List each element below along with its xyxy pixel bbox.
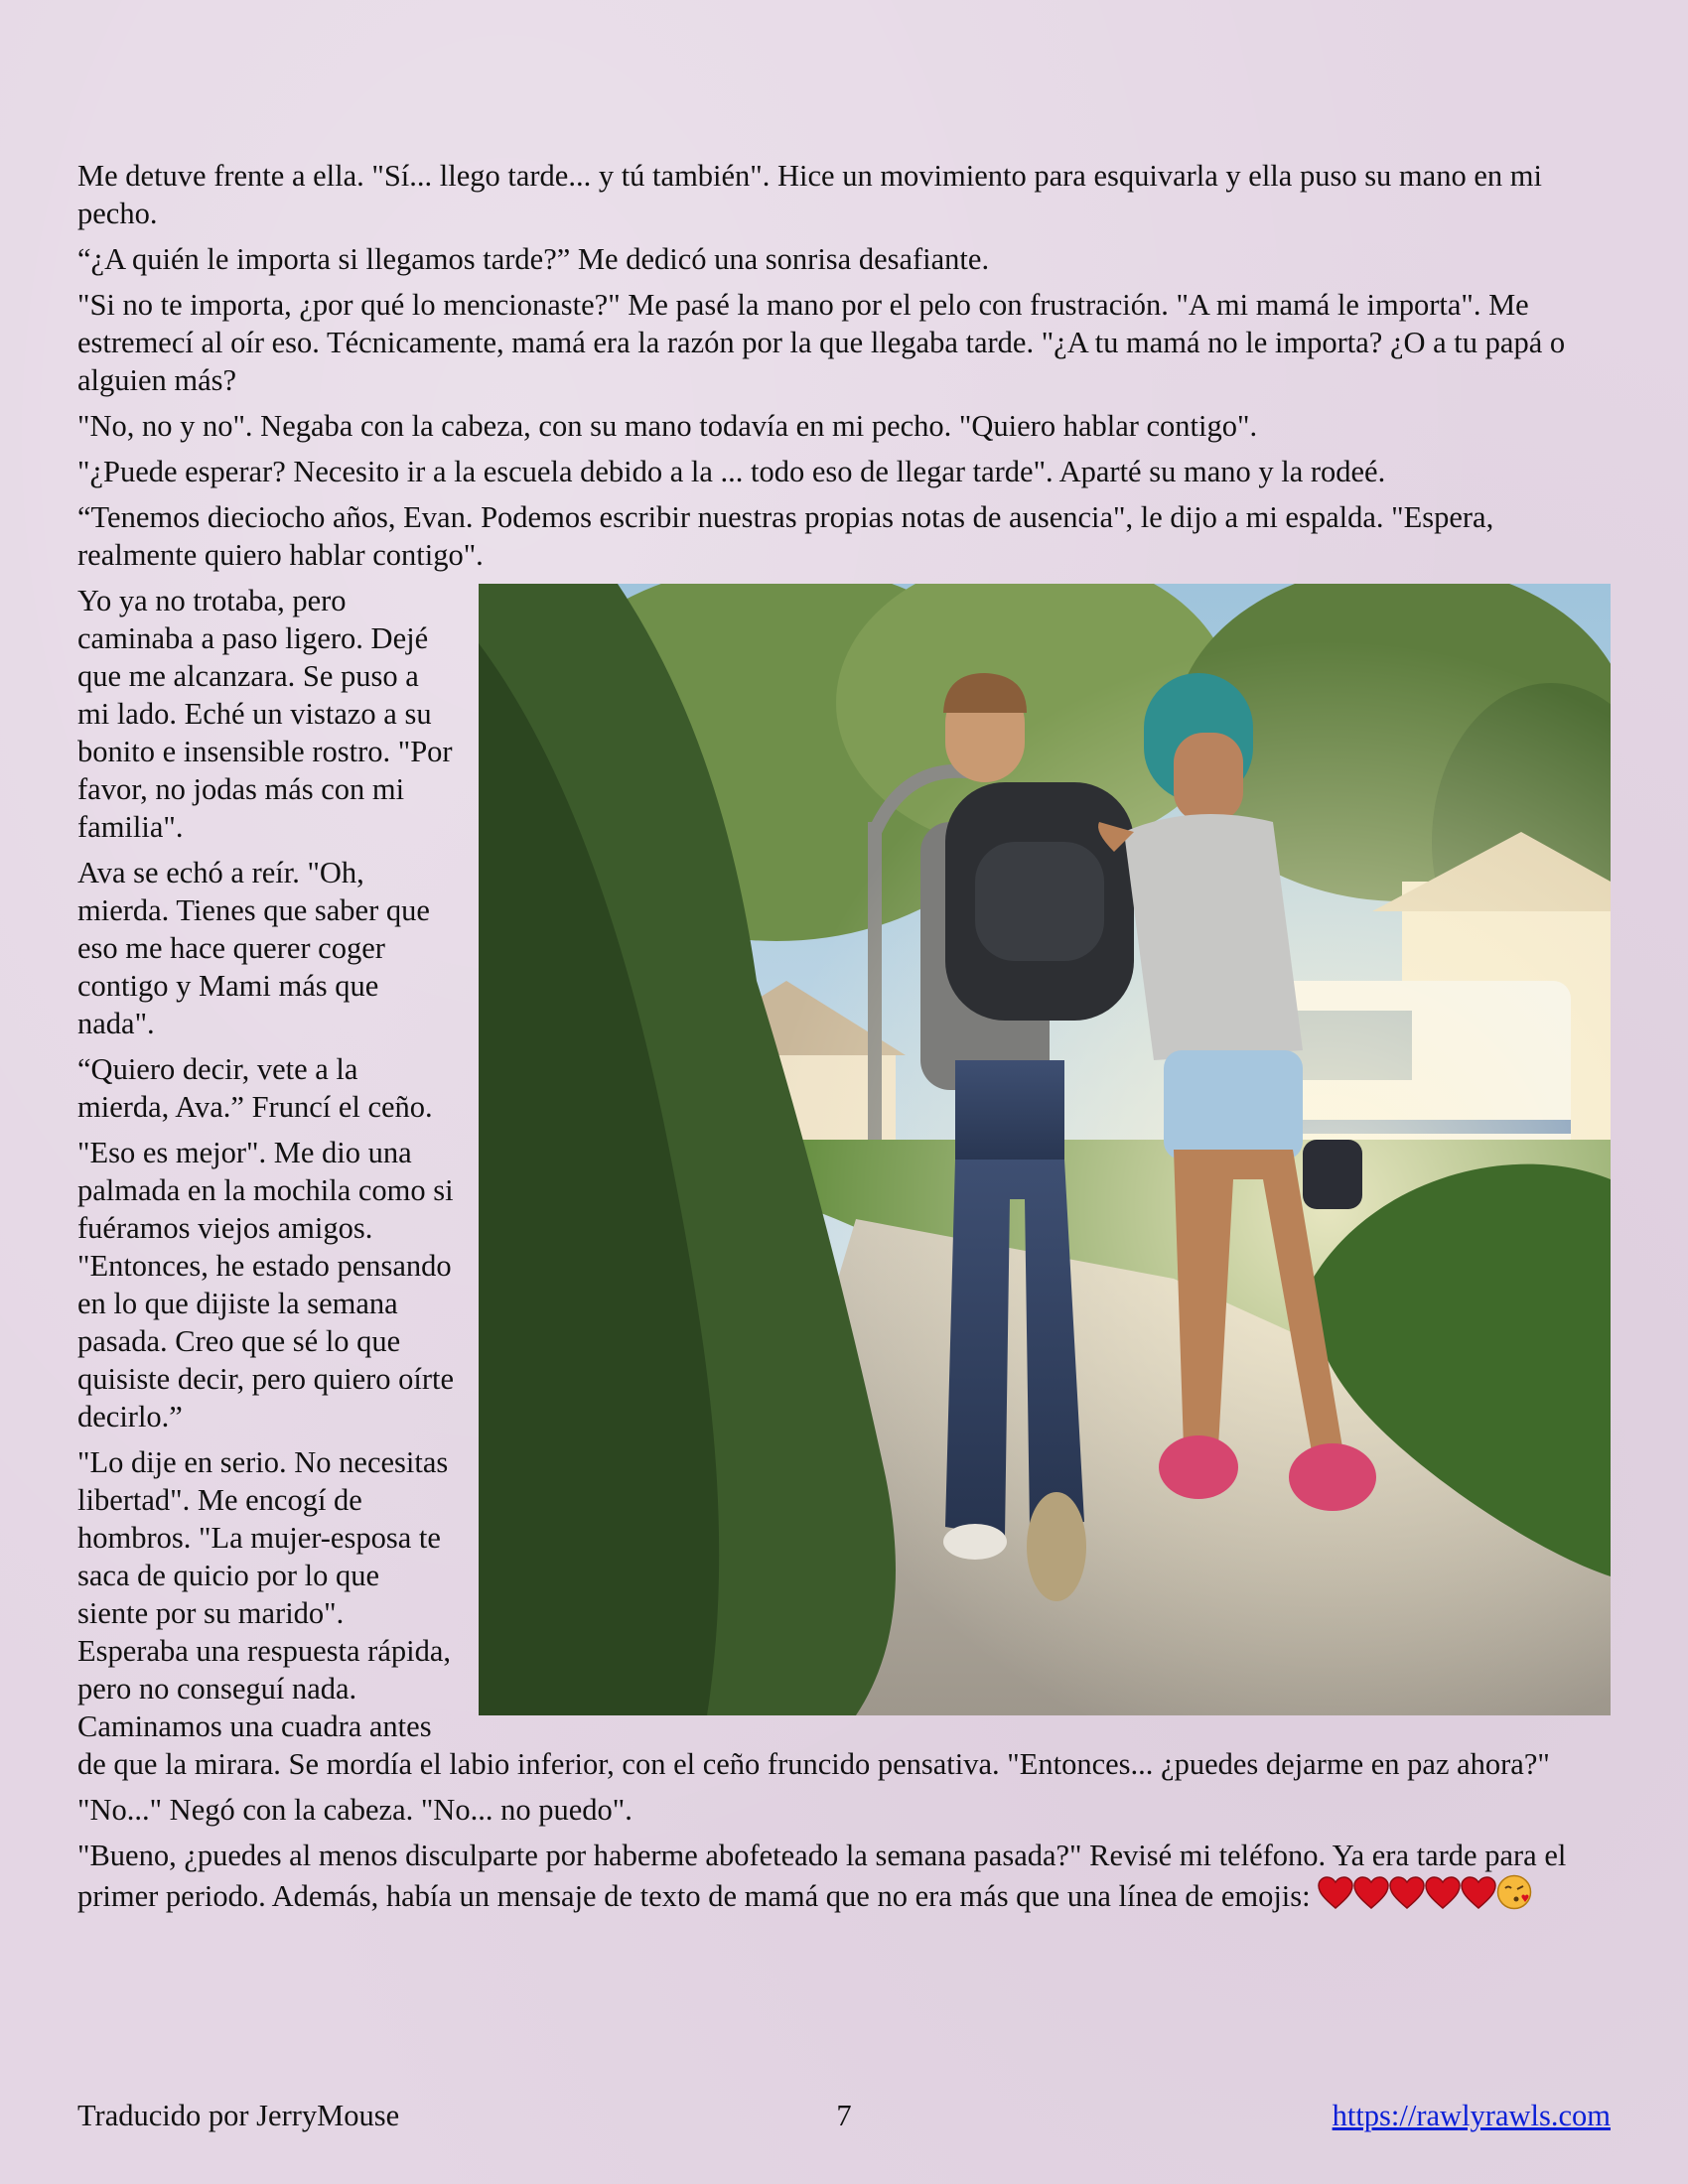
heart-icon bbox=[1461, 1876, 1496, 1910]
illustration-graphic bbox=[479, 584, 1611, 1715]
paragraph: "Si no te importa, ¿por qué lo mencionaste?" Me pasé la mano por el pelo con frustración. "A mi mamá le importa". Me estremecí al oír eso. Técnicamente, mamá era la razón por la que llegaba tarde. "¿A tu mamá no le importa? ¿O a tu papá o alguien más? bbox=[77, 288, 1566, 397]
paragraph: "¿Puede esperar? Necesito ir a la escuela debido a la ... todo eso de llegar tarde". Aparté su mano y la rodeé. bbox=[77, 455, 1386, 488]
kiss-face-icon bbox=[1496, 1874, 1532, 1910]
paragraph: “Quiero decir, vete a la mierda, Ava.” Fruncí el ceño. bbox=[77, 1052, 433, 1124]
heart-icon bbox=[1318, 1876, 1353, 1910]
illustration-walking-couple bbox=[479, 584, 1611, 1715]
paragraph-text: "Bueno, ¿puedes al menos disculparte por haberme abofeteado la semana pasada?" Revisé mi teléfono. Ya era tarde para el primer periodo. Además, había un mensaje de texto de mamá que no era más que una línea de emojis: bbox=[77, 1839, 1567, 1913]
page-footer bbox=[77, 2099, 1611, 2138]
paragraph: "No, no y no". Negaba con la cabeza, con su mano todavía en mi pecho. "Quiero hablar contigo". bbox=[77, 409, 1258, 443]
page-body bbox=[77, 157, 1611, 1923]
paragraph: "Eso es mejor". Me dio una palmada en la mochila como si fuéramos viejos amigos. "Entonces, he estado pensando en lo que dijiste la semana pasada. Creo que sé lo que quisiste decir, pero quiero oírte decirlo.” bbox=[77, 1136, 455, 1433]
paragraph: "No..." Negó con la cabeza. "No... no puedo". bbox=[77, 1793, 633, 1827]
paragraph-with-emojis bbox=[77, 1837, 1611, 1915]
paragraph: “Tenemos dieciocho años, Evan. Podemos escribir nuestras propias notas de ausencia", le dijo a mi espalda. "Espera, realmente quiero hablar contigo". bbox=[77, 500, 1494, 572]
paragraph: “¿A quién le importa si llegamos tarde?” Me dedicó una sonrisa desafiante. bbox=[77, 242, 990, 276]
paragraph: Yo ya no trotaba, pero caminaba a paso ligero. Dejé que me alcanzara. Se puso a mi lado. Eché un vistazo a su bonito e insensible rostro. "Por favor, no jodas más con mi familia". bbox=[77, 584, 453, 844]
heart-icon bbox=[1425, 1876, 1461, 1910]
page-number: 7 bbox=[836, 2099, 852, 2132]
heart-icon bbox=[1389, 1876, 1425, 1910]
paragraph: "Lo dije en serio. No necesitas libertad". Me encogí de hombros. "La mujer-esposa te saca de quicio por lo que siente por su marido". Esperaba una respuesta rápida, pero no conseguí nada. Caminamos una cuadra antes de que la mirara. Se mordía el labio inferior, con el ceño fruncido pensativa. "Entonces... ¿puedes dejarme en paz ahora?" bbox=[77, 1445, 1550, 1781]
heart-icon bbox=[1353, 1876, 1389, 1910]
paragraph: Me detuve frente a ella. "Sí... llego tarde... y tú también". Hice un movimiento para esquivarla y ella puso su mano en mi pecho. bbox=[77, 159, 1542, 230]
translator-credit: Traducido por JerryMouse bbox=[77, 2099, 400, 2132]
paragraph: Ava se echó a reír. "Oh, mierda. Tienes que saber que eso me hace querer coger contigo y Mami más que nada". bbox=[77, 856, 430, 1040]
website-link[interactable]: https://rawlyrawls.com bbox=[1332, 2099, 1611, 2132]
emoji-line bbox=[1318, 1879, 1532, 1913]
